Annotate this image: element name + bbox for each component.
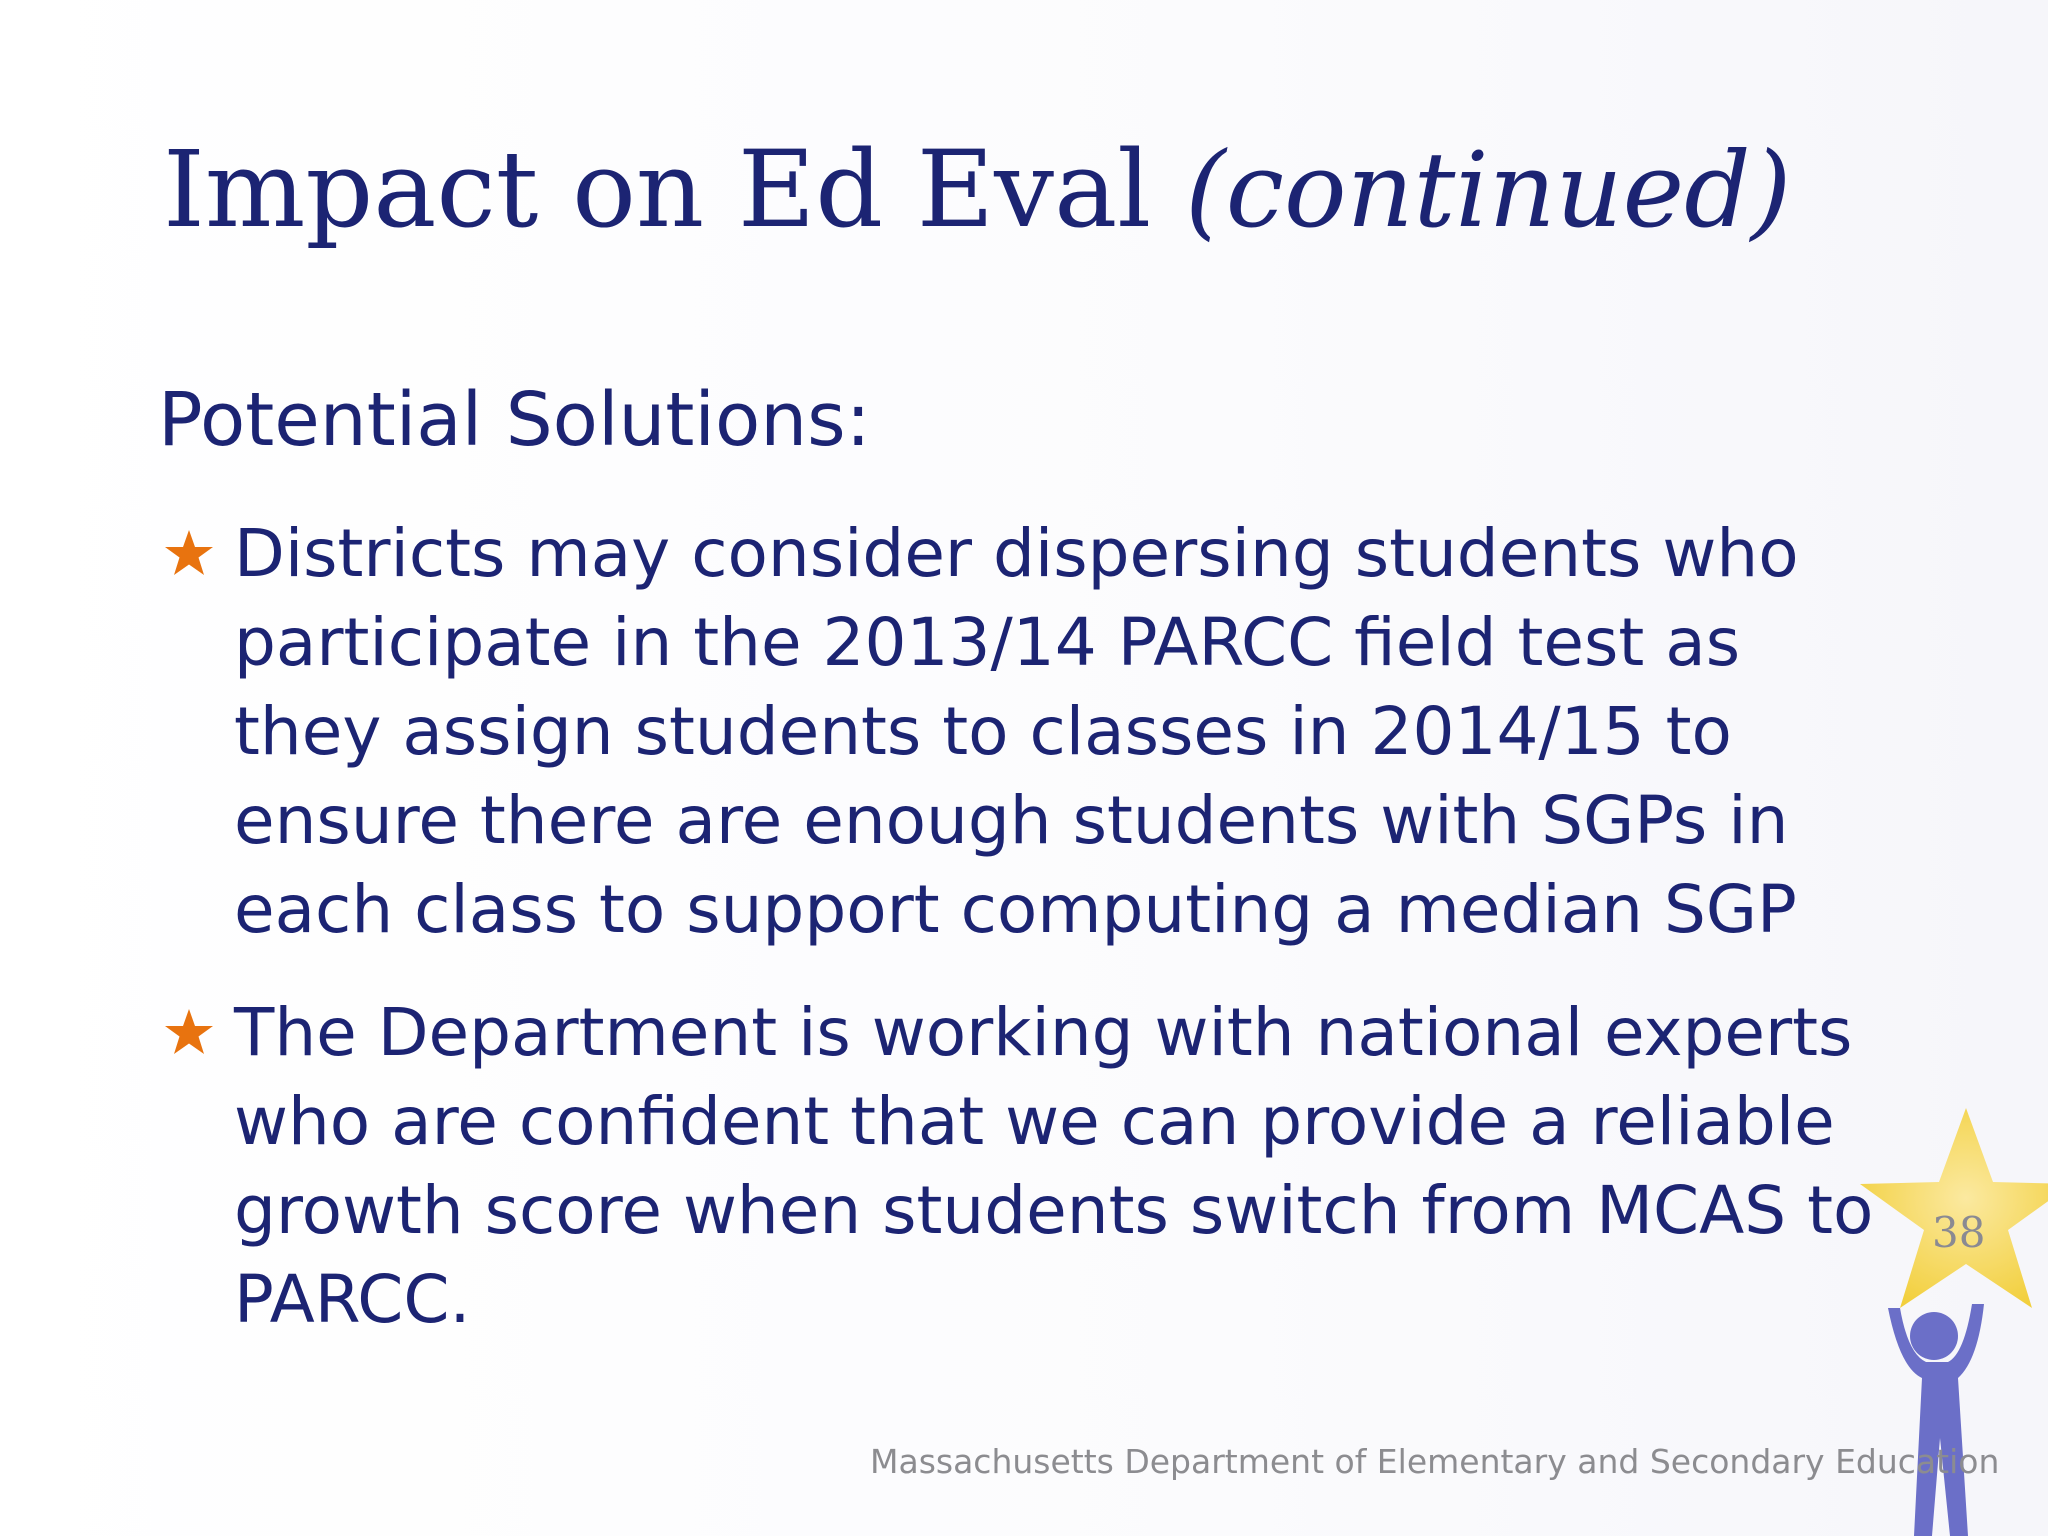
footer-text: Massachusetts Department of Elementary and Secondary Education — [870, 1442, 2000, 1481]
page-number: 38 — [1932, 1208, 1986, 1257]
title-suffix: (continued) — [1185, 129, 1792, 251]
section-heading: Potential Solutions: — [158, 377, 871, 463]
star-icon — [164, 1007, 214, 1057]
bullet-text: Districts may consider dispersing students who participate in the 2013/14 PARCC field test as they assign students to classes in 2014/15 to ensure there are enough students with SGPs in each class to support computing a median SGP — [234, 515, 1799, 948]
star-icon — [164, 528, 214, 578]
bullet-text: The Department is working with national experts who are confident that we can provide a reliable growth score when students switch from MCAS to PARCC. — [234, 994, 1874, 1338]
title-text: Impact on Ed Eval — [163, 128, 1152, 251]
slide-title — [163, 120, 1791, 260]
logo-figure — [1888, 1304, 1984, 1536]
